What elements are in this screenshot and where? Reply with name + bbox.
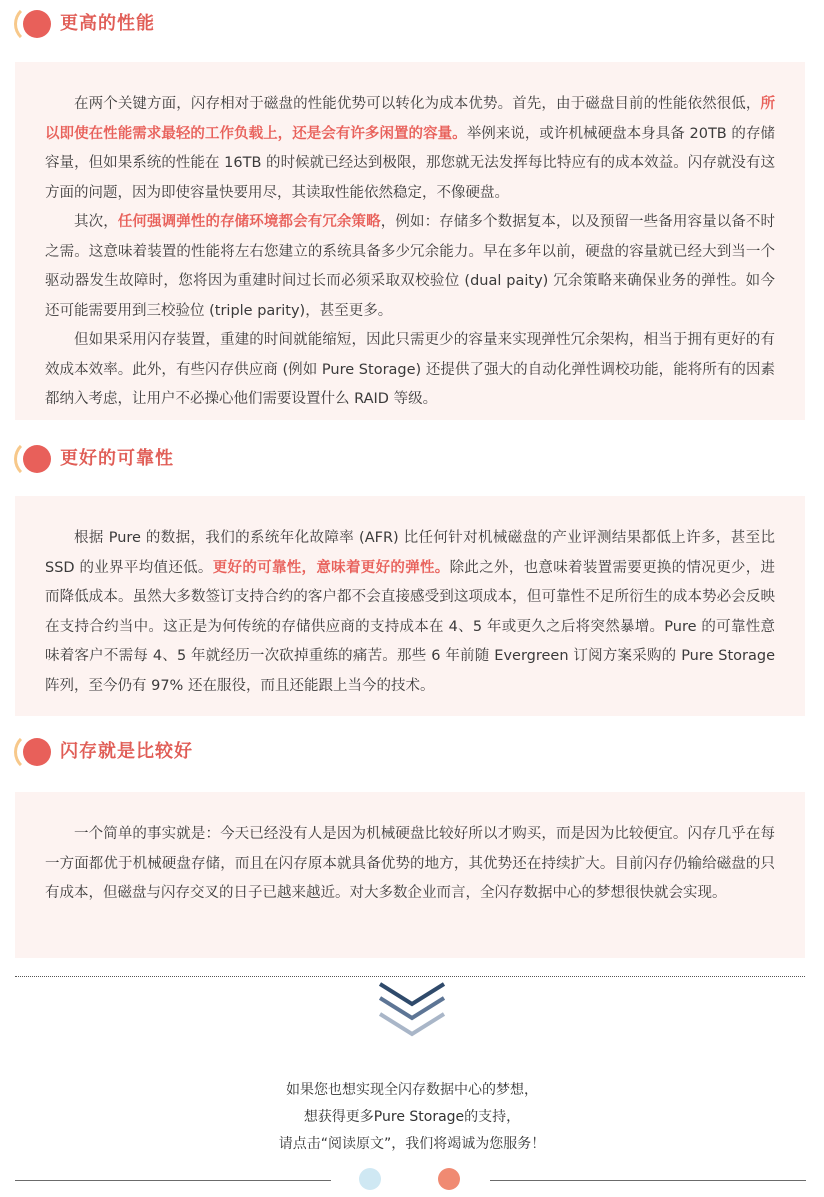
closing-line-3: 请点击“阅读原文”，我们将竭诚为您服务！ [278, 1136, 546, 1152]
highlighted-text: 所以即使在性能需求最轻的工作负载上，还是会有许多闲置的容量。 [45, 96, 775, 142]
paragraph [45, 326, 775, 415]
section-bullet-icon [23, 445, 51, 473]
text-run: ，例如：存储多个数据复本，以及预留一些备用容量以备不时之需。这意味着装置的性能将左右您建立的系统具备多少冗余能力。早在多年以前，硬盘的容量就已经大到当一个驱动器发生故障时，您将因为重建时间过长而必须采取双校验位 (dual paity) 冗余策略来确保业务的弹性。如今还可能需要用到三校验位 (triple parity)，甚至更多。 [45, 214, 776, 319]
section-title: 更好的可靠性 [60, 448, 174, 469]
text-run: 但如果采用闪存装置，重建的时间就能缩短，因此只需更少的容量来实现弹性冗余架构，相当于拥有更好的有效成本效率。此外，有些闪存供应商 (例如 Pure Storage) 还提供了强大的自动化弹性调校功能，能将所有的因素都纳入考虑，让用户不必操心他们需要设置什么 RAID 等级。 [45, 332, 775, 407]
text-run: 举例来说，或许机械硬盘本身具备 20TB 的存储容量，但如果系统的性能在 16TB 的时候就已经达到极限，那您就无法发挥每比特应有的成本效益。闪存就没有这方面的问题，因为即使容量快要用尽，其读取性能依然稳定，不像硬盘。 [45, 125, 775, 201]
text-run: 在两个关键方面，闪存相对于磁盘的性能优势可以转化为成本优势。首先，由于磁盘目前的性能依然很低， [74, 96, 761, 112]
section-heading-reliability [14, 437, 314, 485]
text-run: 除此之外，也意味着装置需要更换的情况更少，进而降低成本。虽然大多数签订支持合约的客户都不会直接感受到这项成本，但可靠性不足所衍生的成本势必会反映在支持合约当中。这正是为何传统的存储供应商的支持成本在 4、5 年或更久之后将突然暴增。Pure 的可靠性意味着客户不需每 4、5 年就经历一次砍掉重练的痛苦。那些 6 年前随 Evergreen 订阅方案采购的 Pure Storage 阵列，至今仍有 97% 还在服役，而且还能跟上当今的技术。 [45, 559, 776, 694]
section-bullet-icon [23, 738, 51, 766]
highlighted-text: 更好的可靠性，意味着更好的弹性。 [212, 559, 450, 576]
paragraph [45, 208, 775, 326]
paragraph [45, 90, 775, 208]
highlighted-text: 任何强调弹性的存储环境都会有冗余策略 [117, 214, 381, 230]
closing-line-1: 如果您也想实现全闪存数据中心的梦想， [286, 1082, 538, 1098]
section-body-performance [15, 62, 805, 420]
paragraph [45, 820, 775, 909]
paragraph [45, 524, 775, 701]
footer-rule-left [15, 1180, 331, 1181]
section-heading-performance [14, 2, 314, 50]
dotted-divider [15, 976, 805, 977]
closing-line-2: 想获得更多Pure Storage的支持， [303, 1109, 521, 1125]
footer-circle-blue [359, 1168, 381, 1190]
section-heading-flash-better [14, 730, 314, 778]
section-body-reliability [15, 496, 805, 716]
double-chevron-down-icon [376, 978, 448, 1044]
section-title: 更高的性能 [60, 13, 155, 34]
text-run: 其次， [74, 214, 118, 230]
section-body-flash-better [15, 792, 805, 958]
footer-rule-right [490, 1180, 806, 1181]
section-title: 闪存就是比较好 [60, 741, 193, 762]
text-run: 根据 Pure 的数据，我们的系统年化故障率 (AFR) 比任何针对机械磁盘的产业评测结果都低上许多，甚至比 SSD 的业界平均值还低。 [45, 530, 775, 576]
section-bullet-icon [23, 10, 51, 38]
text-run: 一个简单的事实就是：今天已经没有人是因为机械硬盘比较好所以才购买，而是因为比较便宜。闪存几乎在每一方面都优于机械硬盘存储，而且在闪存原本就具备优势的地方，其优势还在持续扩大。目前闪存仍输给磁盘的只有成本，但磁盘与闪存交叉的日子已越来越近。对大多数企业而言，全闪存数据中心的梦想很快就会实现。 [45, 826, 775, 901]
footer-circle-red [438, 1168, 460, 1190]
